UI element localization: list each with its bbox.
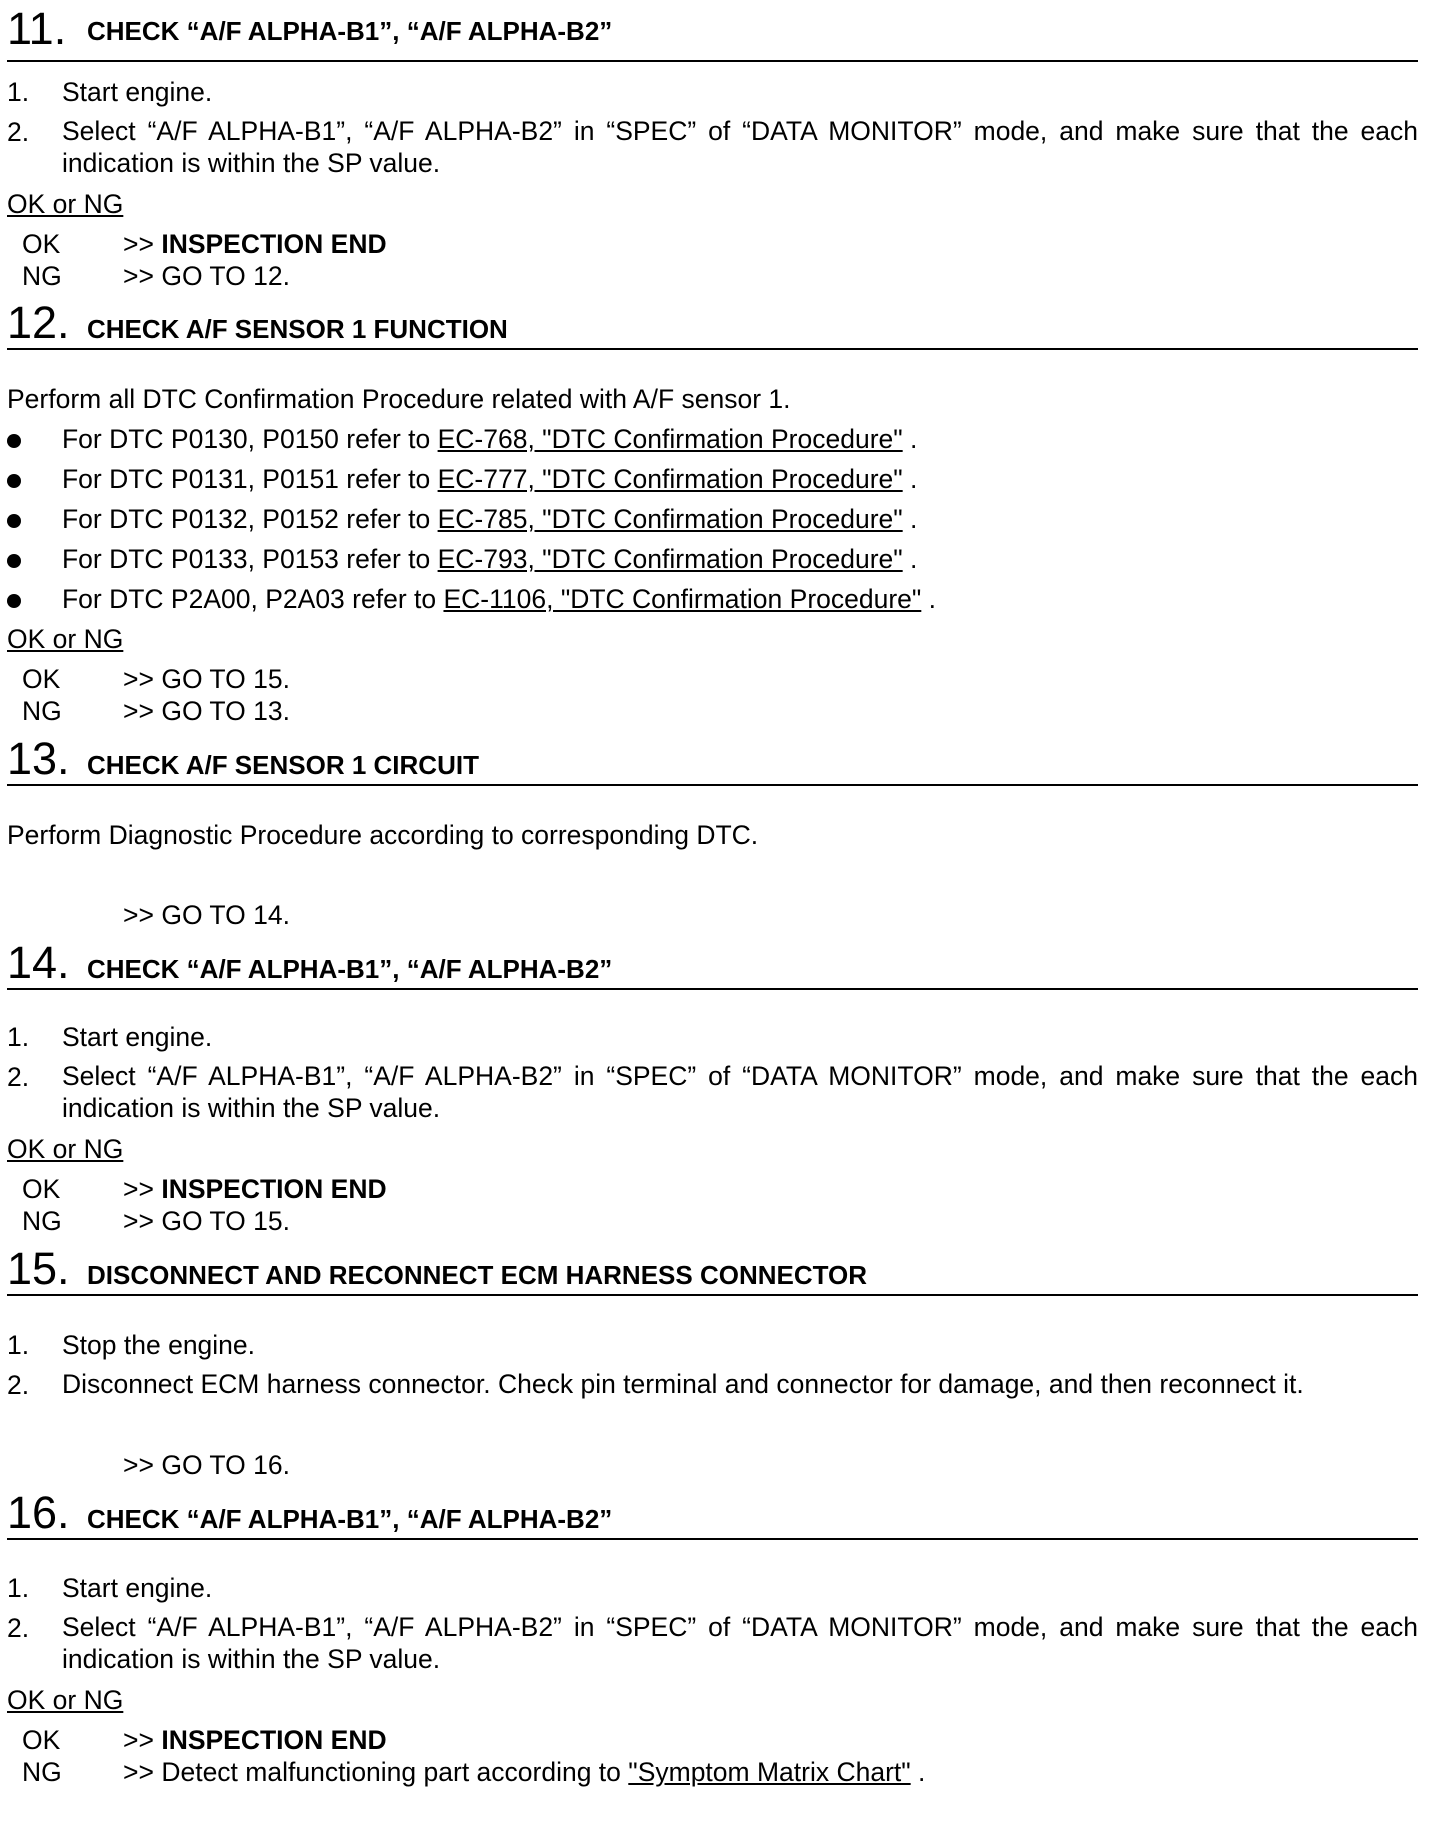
step-number: 15.: [7, 1243, 70, 1294]
step-title: CHECK A/F SENSOR 1 CIRCUIT: [87, 750, 479, 780]
step-header: [7, 297, 1418, 350]
step-11: [7, 0, 1418, 291]
list-number: 2.: [7, 1370, 30, 1400]
bullet-icon: [7, 514, 21, 528]
bullet-item: For DTC P0130, P0150 refer to EC-768, "DTC Confirmation Procedure" .: [62, 424, 918, 454]
ng-result: >> Detect malfunctioning part according to "Symptom Matrix Chart" .: [123, 1757, 926, 1787]
step-14: [7, 937, 1418, 1236]
step-header: [7, 937, 1418, 990]
ok-code: OK: [22, 1174, 61, 1204]
ok-code: OK: [22, 664, 61, 694]
result-text: GO TO 16.: [161, 1450, 290, 1480]
step-number: 13.: [7, 733, 70, 784]
list-number: 1.: [7, 1022, 30, 1052]
step-intro: Perform Diagnostic Procedure according to corresponding DTC.: [7, 820, 759, 850]
ok-code: OK: [22, 1725, 61, 1755]
ng-code: NG: [22, 1757, 62, 1787]
ok-result-text: INSPECTION END: [161, 229, 387, 259]
step-title: CHECK A/F SENSOR 1 FUNCTION: [87, 314, 508, 344]
bullet-item: For DTC P0132, P0152 refer to EC-785, "DTC Confirmation Procedure" .: [62, 504, 918, 534]
ok-result: >> GO TO 15.: [123, 664, 290, 694]
dtc-link-ec-777[interactable]: EC-777, "DTC Confirmation Procedure": [437, 464, 903, 494]
step-12: [7, 297, 1418, 726]
list-number: 1.: [7, 1330, 30, 1360]
step-15: [7, 1243, 1418, 1480]
ok-ng-label: OK or NG: [7, 624, 124, 654]
dtc-link-ec-793[interactable]: EC-793, "DTC Confirmation Procedure": [437, 544, 903, 574]
list-item-text: Select “A/F ALPHA-B1”, “A/F ALPHA-B2” in “SPEC” of “DATA MONITOR” mode, and make sure that the each indication is within the SP value.: [62, 1612, 1418, 1674]
bullet-icon: [7, 594, 21, 608]
step-title: CHECK “A/F ALPHA-B1”, “A/F ALPHA-B2”: [87, 954, 613, 984]
list-number: 2.: [7, 1613, 30, 1643]
step-title: DISCONNECT AND RECONNECT ECM HARNESS CONNECTOR: [87, 1260, 868, 1290]
ng-code: NG: [22, 696, 62, 726]
result: >> GO TO 16.: [123, 1450, 290, 1480]
list-item-text: Start engine.: [62, 1573, 213, 1603]
dtc-link-ec-785[interactable]: EC-785, "DTC Confirmation Procedure": [437, 504, 903, 534]
dtc-link-ec-768[interactable]: EC-768, "DTC Confirmation Procedure": [437, 424, 903, 454]
list-item-text: Select “A/F ALPHA-B1”, “A/F ALPHA-B2” in “SPEC” of “DATA MONITOR” mode, and make sure that the each indication is within the SP value.: [62, 116, 1418, 178]
list-number: 2.: [7, 1062, 30, 1092]
ng-result-text: GO TO 13.: [161, 696, 290, 726]
ng-result: >> GO TO 13.: [123, 696, 290, 726]
arrow: >>: [123, 229, 154, 259]
ok-result: >> INSPECTION END: [123, 1725, 387, 1755]
list-number: 1.: [7, 77, 30, 107]
ng-code: NG: [22, 261, 62, 291]
ok-ng-label: OK or NG: [7, 1134, 124, 1164]
arrow: >>: [123, 261, 154, 291]
step-header: [7, 1243, 1418, 1296]
ok-result-text: INSPECTION END: [161, 1174, 387, 1204]
ok-ng-label: OK or NG: [7, 1685, 124, 1715]
ng-result: >> GO TO 15.: [123, 1206, 290, 1236]
step-number: 14.: [7, 937, 70, 988]
bullet-item: For DTC P0131, P0151 refer to EC-777, "DTC Confirmation Procedure" .: [62, 464, 918, 494]
step-header: [7, 1487, 1418, 1540]
bullet-item: For DTC P0133, P0153 refer to EC-793, "DTC Confirmation Procedure" .: [62, 544, 918, 574]
list-item-text: Disconnect ECM harness connector. Check pin terminal and connector for damage, and then reconnect it.: [62, 1369, 1304, 1399]
dtc-link-ec-1106[interactable]: EC-1106, "DTC Confirmation Procedure": [443, 584, 922, 614]
symptom-matrix-chart-link[interactable]: "Symptom Matrix Chart": [628, 1757, 911, 1787]
list-item-text: Select “A/F ALPHA-B1”, “A/F ALPHA-B2” in “SPEC” of “DATA MONITOR” mode, and make sure that the each indication is within the SP value.: [62, 1061, 1418, 1123]
ok-ng-label: OK or NG: [7, 189, 124, 219]
list-number: 2.: [7, 117, 30, 147]
bullet-icon: [7, 434, 21, 448]
ok-result: >> INSPECTION END: [123, 1174, 387, 1204]
ng-result-text: GO TO 12.: [161, 261, 290, 291]
list-item-text: Start engine.: [62, 1022, 213, 1052]
step-title: CHECK “A/F ALPHA-B1”, “A/F ALPHA-B2”: [87, 1504, 613, 1534]
ok-result: [123, 229, 387, 259]
ng-code: NG: [22, 1206, 62, 1236]
step-16: [7, 1487, 1418, 1787]
bullet-icon: [7, 474, 21, 488]
step-intro: Perform all DTC Confirmation Procedure related with A/F sensor 1.: [7, 384, 791, 414]
list-item-text: Start engine.: [62, 77, 213, 107]
step-13: [7, 733, 1418, 930]
step-header: [7, 0, 1418, 62]
ok-result-text: GO TO 15.: [161, 664, 290, 694]
result-text: GO TO 14.: [161, 900, 290, 930]
list-number: 1.: [7, 1573, 30, 1603]
bullet-item: For DTC P2A00, P2A03 refer to EC-1106, "DTC Confirmation Procedure" .: [62, 584, 937, 614]
list-item-text: Stop the engine.: [62, 1330, 256, 1360]
ng-result: [123, 261, 290, 291]
step-number: 12.: [7, 297, 70, 348]
ok-result-text: INSPECTION END: [161, 1725, 387, 1755]
ng-result-text: GO TO 15.: [161, 1206, 290, 1236]
step-number: 16.: [7, 1487, 70, 1538]
ok-code: OK: [22, 229, 61, 259]
step-title: CHECK “A/F ALPHA-B1”, “A/F ALPHA-B2”: [87, 16, 613, 46]
step-header: [7, 733, 1418, 786]
bullet-icon: [7, 554, 21, 568]
result: >> GO TO 14.: [123, 900, 290, 930]
step-number: 11.: [7, 3, 67, 54]
